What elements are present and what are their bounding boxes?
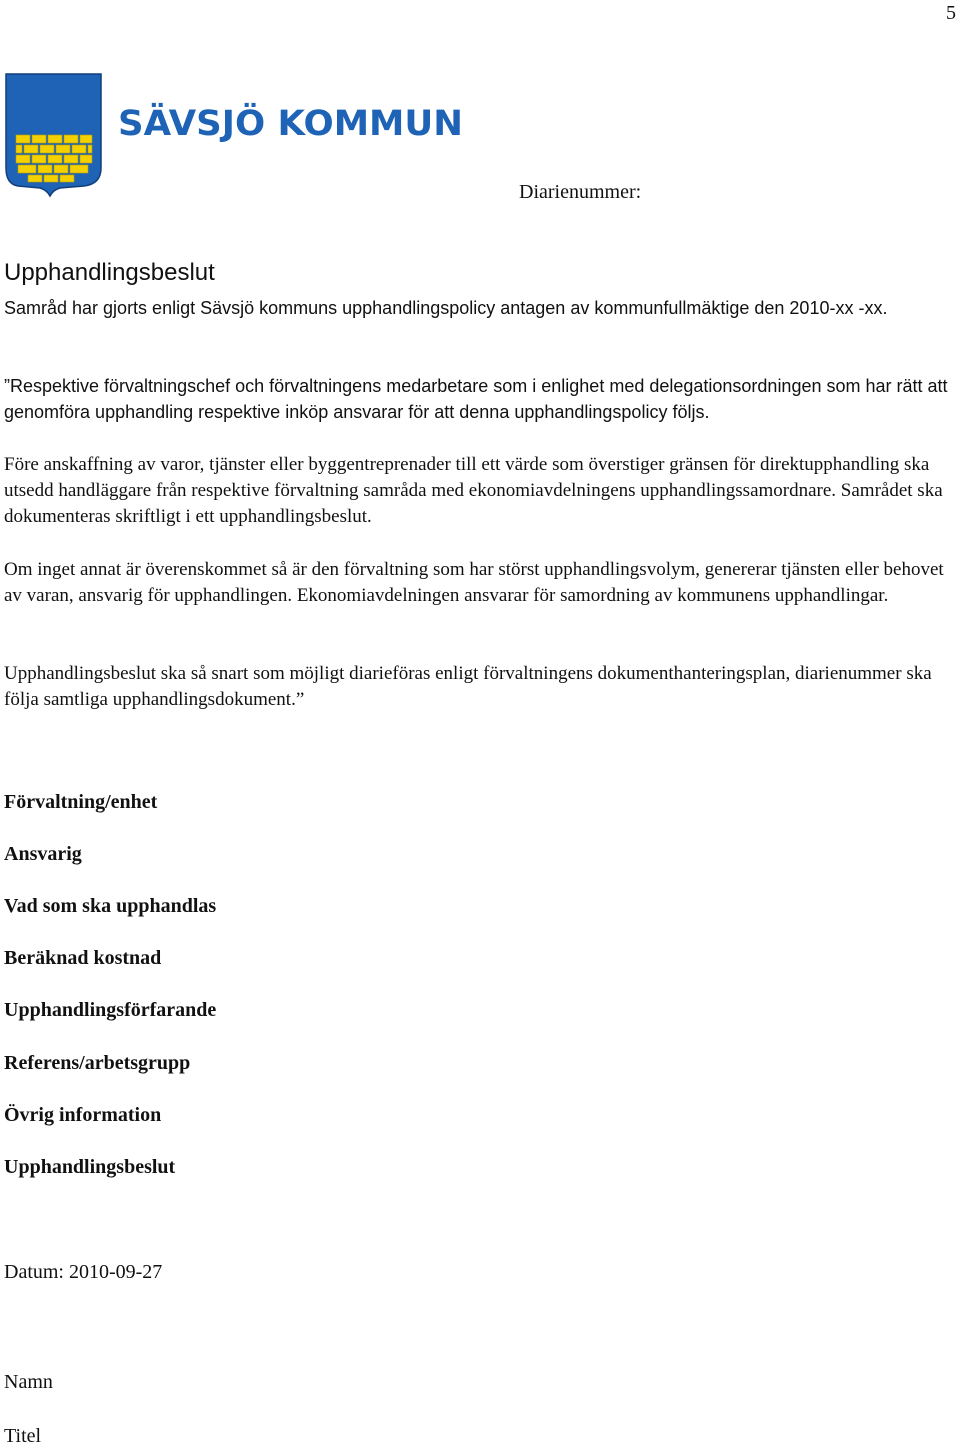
fore-anskaffning-paragraph: Före anskaffning av varor, tjänster eller byggentreprenader till ett värde som överstiger gränsen för direktupphandling ska utsedd handläggare från respektive förvaltning samråda med ekonomiavdelningens upphandlingssamordnare. Samrådet ska dokumenteras skriftligt i ett upphandlingsbeslut. (4, 454, 943, 527)
samrad-paragraph: Samråd har gjorts enligt Sävsjö kommuns upphandlingspolicy antagen av kommunfullmäktige den 2010-xx -xx. (4, 298, 888, 318)
datum-line: Datum: 2010-09-27 (4, 1261, 163, 1283)
om-inget-paragraph: Om inget annat är överenskommet så är den förvaltning som har störst upphandlingsvolym, genererar tjänsten eller behovet av varan, ansvarig för upphandlingen. Ekonomiavdelningen ansvarar för samordning av kommunens upphandlingar. (4, 559, 944, 606)
field-upphandlingsbeslut: Upphandlingsbeslut (4, 1156, 176, 1178)
field-forvaltning-enhet: Förvaltning/enhet (4, 791, 158, 813)
field-upphandlingsforfarande: Upphandlingsförfarande (4, 999, 217, 1021)
field-referens-arbetsgrupp: Referens/arbetsgrupp (4, 1052, 191, 1074)
namn-label: Namn (4, 1371, 53, 1393)
field-ovrig-information: Övrig information (4, 1104, 162, 1126)
respektive-paragraph: ”Respektive förvaltningschef och förvaltningens medarbetare som i enlighet med delegationsordningen som har rätt att genomföra upphandling respektive inköp ansvarar för att denna upphandlingspolicy följs. (4, 376, 948, 422)
page-number: 5 (946, 2, 956, 24)
savsjo-kommun-logo (4, 72, 464, 198)
page-title: Upphandlingsbeslut (4, 259, 215, 286)
field-beraknad-kostnad: Beräknad kostnad (4, 947, 162, 969)
field-vad-som-ska-upphandlas: Vad som ska upphandlas (4, 895, 217, 917)
field-ansvarig: Ansvarig (4, 843, 82, 865)
shield-logo-icon (4, 72, 464, 198)
svg-text:SÄVSJÖ KOMMUN: SÄVSJÖ KOMMUN (118, 104, 458, 144)
diarienummer-label: Diarienummer: (519, 181, 642, 203)
titel-label: Titel (4, 1425, 42, 1447)
diarieforas-paragraph: Upphandlingsbeslut ska så snart som möjligt diarieföras enligt förvaltningens dokumenthanteringsplan, diarienummer ska följa samtliga upphandlingsdokument.” (4, 663, 932, 710)
